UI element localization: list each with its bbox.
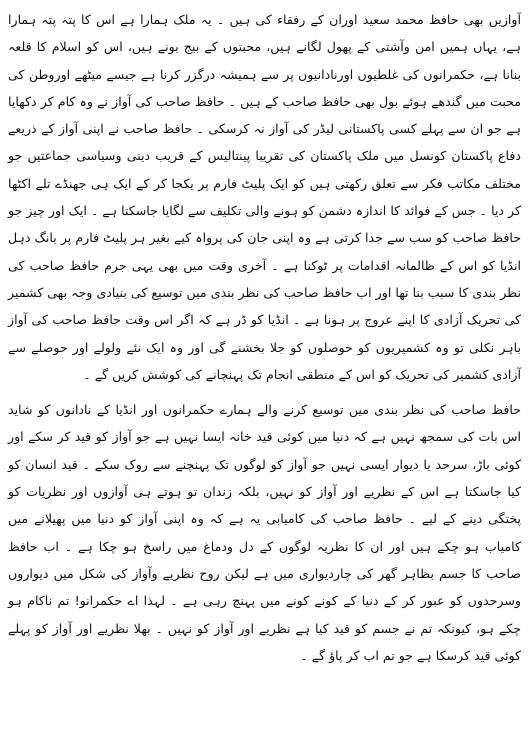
article-paragraph-2: حافظ صاحب کی نظر بندی میں توسیع کرنے والے ہمارے حکمرانوں اور انڈیا کے نادانوں کو شاید اس بات کی سمجھ نہیں ہے کہ دنیا میں کوئی قید خانہ ایسا نہیں ہے جو آواز کو قید کر سکے اور کوئی باڑ، سرحد یا دیوار ایسی نہیں جو آواز کو لوگوں تک پہنچنے سے روک سکے ۔ قید انسان کو کیا جاسکتا ہے اس کے نظریے اور آواز کو نہیں، بلکہ زندان تو ہوتے ہی آوازوں اور نظریات کو پختگی دینے کے لیے ۔ حافظ صاحب کی کامیابی یہ ہے کہ وہ اپنی آواز کو دنیا میں پھیلانے میں کامیاب ہو چکے ہیں اور ان کا نظریہ لوگوں کے دل ودماغ میں راسخ ہو چکا ہے ۔ اب حافظ صاحب کا جسم بظاہر گھر کی چاردیواری میں ہے لیکن روح نظریے وآواز کی شکل میں دیواروں وسرحدوں کو عبور کر کے دنیا کے کونے کونے میں پہنچ رہی ہے ۔ لہذا اے حکمرانو! تم ناکام ہو چکے ہو، کیونکہ تم نے جسم کو قید کیا ہے نظریے اور آواز کو نہیں ۔ بھلا نظریے اور آواز کو پہلے کوئی قید کرسکا ہے جو تم اب کر پاؤ گے ۔ [8, 402, 521, 663]
article-paragraph-1: آوازیں بھی حافظ محمد سعید اوران کے رفقاء کی ہیں ۔ یہ ملک ہمارا ہے اس کا پتہ پتہ ہمارا ہے، یہاں ہمیں امن وآشتی کے پھول لگانے ہیں، محبتوں کے بیج بونے ہیں، اس کو اسلام کا قلعہ بنانا ہے، حکمرانوں کی غلطیوں اورنادانیوں پر سے ہمیشہ درگزر کرنا ہے جیسے میٹھے اوروطن کی محبت میں گندھے ہوئے بول بھی حافظ صاحب کے ہیں ۔ حافظ صاحب کی آواز نے وہ کام کر دکھایا ہے جو ان سے پہلے کسی پاکستانی لیڈر کی آواز نہ کرسکی ۔ حافظ صاحب نے اپنی آواز کے ذریعے دفاع پاکستان کونسل میں ملک پاکستان کی تقریبا پینتالیس کے قریب دینی وسیاسی جماعتیں جو مختلف مکاتب فکر سے تعلق رکھتی ہیں کو ایک پلیٹ فارم پر یکجا کر کے ایک ہی جھنڈے تلے اکٹھا کر دیا ۔ جس کے فوائد کا اندازہ دشمن کو ہونے والی تکلیف سے لگایا جاسکتا ہے ۔ ایک اور چیز جو حافظ صاحب کو سب سے جدا کرتی ہے وہ اپنی جان کی پرواہ کیے بغیر ہر پلیٹ فارم پر بانگ دہل انڈیا کو اس کے ظالمانہ اقدامات پر ٹوکنا ہے ۔ آخری وقت میں بھی یہی جرم حافظ صاحب کی نظر بندی کا سبب بنا تھا اور اب حافظ صاحب کی نظر بندی میں توسیع کی بنیادی وجہ بھی کشمیر کی تحریک آزادی کا اپنے عروج پر ہونا ہے ۔ انڈیا کو ڈر ہے کہ اگر اس وقت حافظ صاحب کی آواز باہر نکلی تو وہ کشمیریوں کو حوصلوں کو جلا بخشنے گی اور وہ ایک نئے ولولے اور حوصلے سے آزادی کشمیر کی تحریک کو اس کے منطقی انجام تک پہنچانے کی کوشش کریں گے ۔ [8, 12, 521, 382]
